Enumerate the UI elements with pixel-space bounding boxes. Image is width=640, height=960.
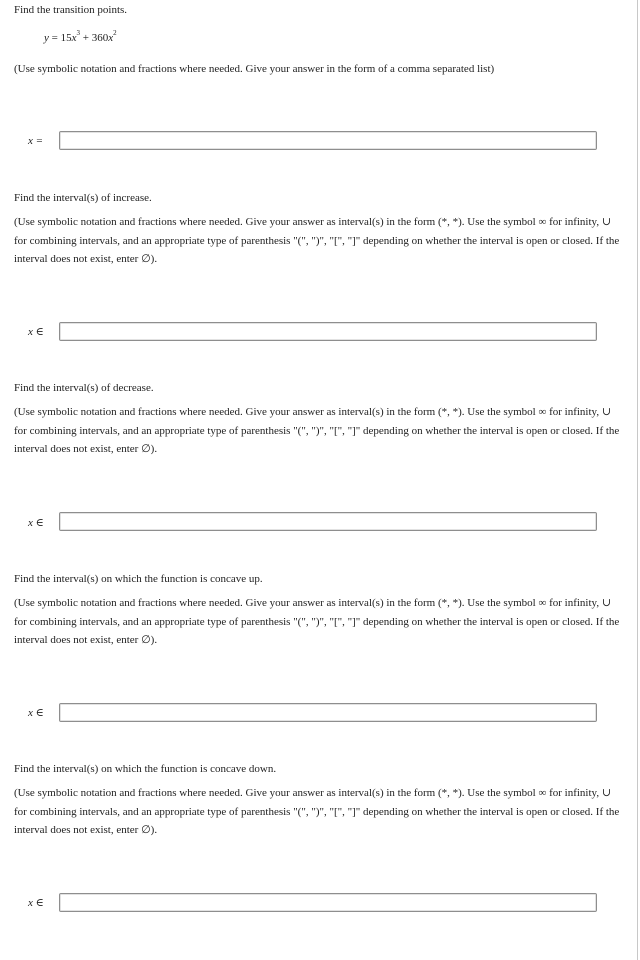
- concave-up-label: x ∈: [28, 707, 44, 719]
- equation-equals: =: [51, 32, 58, 44]
- equation-term1-coef: 15: [60, 32, 72, 44]
- transition-points-input[interactable]: [59, 131, 597, 150]
- concave-down-prompt: Find the interval(s) on which the function is concave down.: [14, 763, 277, 775]
- increase-prompt: Find the interval(s) of increase.: [14, 192, 152, 204]
- equation-term2-var: x: [108, 32, 114, 44]
- decrease-interval-input[interactable]: [59, 512, 597, 531]
- concave-down-interval-input[interactable]: [59, 893, 597, 912]
- page-right-border: [637, 0, 638, 960]
- transition-prompt: Find the transition points.: [14, 4, 128, 16]
- concave-up-instructions: (Use symbolic notation and fractions where needed. Give your answer as interval(s) in the form (*, *). Use the symbol ∞ for infinity, ∪ for combining intervals, and an appropriate type of parenthesis "(", ")", "[", "]" depending on whether the interval is open or closed. If the interval does not exist, enter ∅).: [14, 597, 620, 646]
- equation-lhs: y: [44, 32, 49, 44]
- transition-label: x =: [28, 135, 44, 147]
- concave-up-prompt: Find the interval(s) on which the function is concave up.: [14, 573, 263, 585]
- equation-term2-coef: 360: [91, 32, 109, 44]
- decrease-instructions: (Use symbolic notation and fractions where needed. Give your answer as interval(s) in the form (*, *). Use the symbol ∞ for infinity, ∪ for combining intervals, and an appropriate type of parenthesis "(", ")", "[", "]" depending on whether the interval is open or closed. If the interval does not exist, enter ∅).: [14, 406, 620, 455]
- equation-plus: +: [82, 32, 89, 44]
- increase-interval-input[interactable]: [59, 322, 597, 341]
- increase-label: x ∈: [28, 326, 44, 338]
- concave-down-label: x ∈: [28, 897, 44, 909]
- concave-up-interval-input[interactable]: [59, 703, 597, 722]
- equation-term1-exp: 3: [76, 29, 80, 38]
- concave-down-instructions: (Use symbolic notation and fractions where needed. Give your answer as interval(s) in the form (*, *). Use the symbol ∞ for infinity, ∪ for combining intervals, and an appropriate type of parenthesis "(", ")", "[", "]" depending on whether the interval is open or closed. If the interval does not exist, enter ∅).: [14, 787, 620, 836]
- increase-instructions: (Use symbolic notation and fractions where needed. Give your answer as interval(s) in the form (*, *). Use the symbol ∞ for infinity, ∪ for combining intervals, and an appropriate type of parenthesis "(", ")", "[", "]" depending on whether the interval is open or closed. If the interval does not exist, enter ∅).: [14, 216, 620, 265]
- function-equation: [44, 29, 117, 44]
- equation-term2-exp: 2: [113, 29, 117, 38]
- decrease-prompt: Find the interval(s) of decrease.: [14, 382, 154, 394]
- equation-term1-var: x: [71, 32, 77, 44]
- decrease-label: x ∈: [28, 517, 44, 529]
- transition-instructions: (Use symbolic notation and fractions where needed. Give your answer in the form of a comma separated list): [14, 63, 495, 75]
